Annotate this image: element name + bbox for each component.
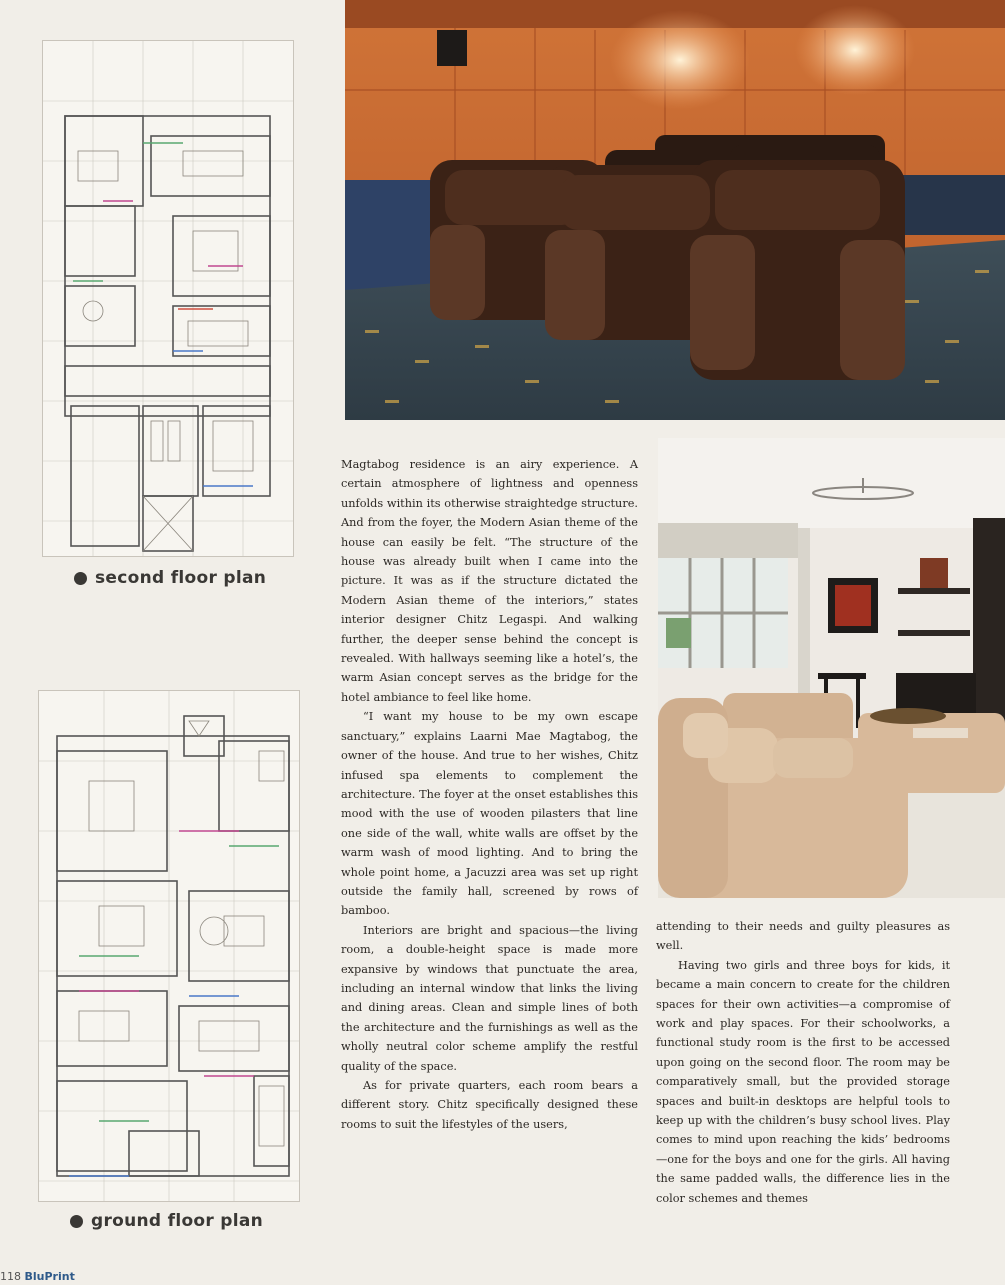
article-paragraph: attending to their needs and guilty pleasures as well.	[656, 920, 950, 953]
home-theater-photo-svg	[345, 0, 1005, 420]
second-floor-plan-drawing	[42, 40, 294, 557]
page-folio	[0, 1270, 75, 1283]
article-paragraph: “I want my house to be my own escape sanctuary,” explains Laarni Mae Magtabog, the owner of the house. And true to her wishes, Chitz infused spa elements to complement the architecture. The foyer at the onset establishes this mood with the use of wooden pilasters that line one side of the wall, white walls are offset by the warm wash of mood lighting. And to bring the whole point home, a Jacuzzi area was set up right outside the family hall, screened by rows of bamboo.	[341, 710, 638, 918]
bullet-dot-icon	[74, 572, 87, 585]
article-paragraph: Having two girls and three boys for kids, it became a main concern to create for the children spaces for their own activities—a compromise of work and play spaces. For their schoolworks, a functional study room is the first to be accessed upon going on the second floor. The room may be comparatively small, but the provided storage spaces and built-in desktops are helpful tools to keep up with the children’s busy school lives. Play comes to mind upon reaching the kids’ bedrooms—one for the boys and one for the girls. All having the same padded walls, the difference lies in the color schemes and themes	[656, 958, 950, 1205]
ground-floor-caption-text: ground floor plan	[91, 1211, 264, 1231]
page-number: 118	[0, 1270, 21, 1283]
article-column-2	[656, 917, 950, 1208]
ground-floor-plan-svg	[39, 691, 299, 1201]
article-paragraph: As for private quarters, each room bears a different story. Chitz specifically designed these rooms to suit the lifestyles of the users,	[341, 1079, 638, 1131]
article-paragraph: Interiors are bright and spacious—the living room, a double-height space is made more expansive by windows that punctuate the area, including an internal window that links the living and dining areas. Clean and simple lines of both the architecture and the furnishings as well as the wholly neutral color scheme amplify the restful quality of the space.	[341, 923, 638, 1073]
magazine-brand: BluPrint	[24, 1270, 75, 1283]
article-paragraph: Magtabog residence is an airy experience. A certain atmosphere of lightness and openness unfolds within its otherwise straightedge structure. And from the foyer, the Modern Asian theme of the house can easily be felt. “The structure of the house was already built when I came into the picture. It was as if the structure dictated the Modern Asian theme of the interiors,” states interior designer Chitz Legaspi. And walking further, the deeper sense behind the concept is revealed. With hallways seeming like a hotel’s, the warm Asian concept serves as the bridge for the hotel ambiance to feel like home.	[341, 458, 638, 704]
ground-floor-plan-caption	[70, 1211, 263, 1231]
second-floor-caption-text: second floor plan	[95, 568, 267, 588]
home-theater-photo	[345, 0, 1005, 420]
living-room-photo	[658, 438, 1005, 898]
second-floor-plan-svg	[43, 41, 293, 556]
bullet-dot-icon	[70, 1215, 83, 1228]
second-floor-plan-caption	[74, 568, 266, 588]
ground-floor-plan-drawing	[38, 690, 300, 1202]
living-room-photo-svg	[658, 438, 1005, 898]
article-column-1	[341, 455, 638, 1134]
